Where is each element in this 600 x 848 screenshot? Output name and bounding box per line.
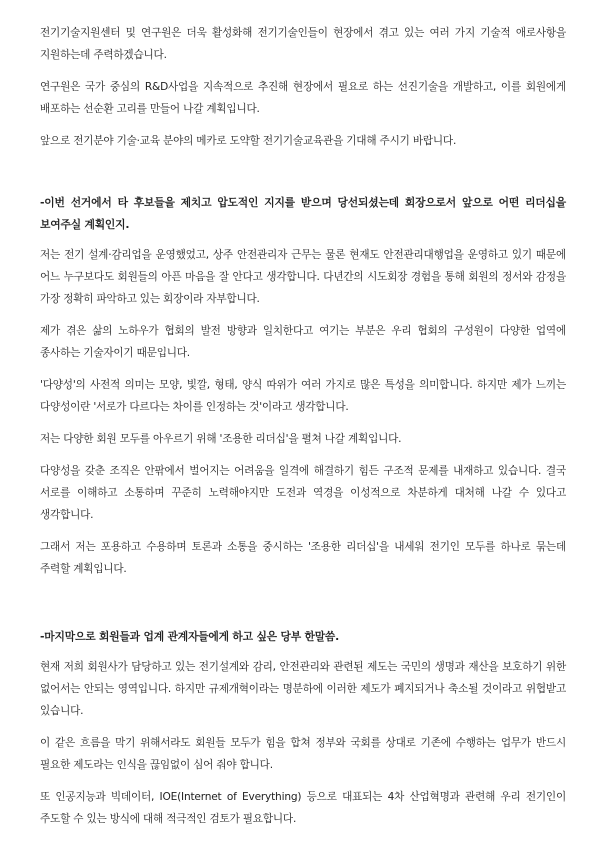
paragraph: 저는 전기 설계·감리업을 운영했었고, 상주 안전관리자 근무는 물론 현재도 안전관리대행업을 운영하고 있기 때문에 어느 누구보다도 회원들의 아픈 마음을 잘 안다고 생각합니다. 다년간의 시도회장 경험을 통해 회원의 정서와 감정을 가장 정확히 파악하고 있는 회장이라 자부합니다. [40, 249, 566, 305]
section-intro [40, 22, 566, 152]
paragraph: 앞으로 전기분야 기술·교육 분야의 메카로 도약할 전기기술교육관을 기대해 주시기 바랍니다. [40, 135, 457, 147]
paragraph: 제가 겪은 삶의 노하우가 협회의 발전 방향과 일치한다고 여기는 부분은 우리 협회의 구성원이 다양한 업역에 종사하는 기술자이기 때문입니다. [40, 325, 566, 359]
paragraph: '다양성'의 사전적 의미는 모양, 빛깔, 형태, 양식 따위가 여러 가지로 많은 특성을 의미합니다. 하지만 제가 느끼는 다양성이란 '서로가 다르다는 차이를 인정하는 것'이라고 생각합니다. [40, 379, 566, 413]
paragraph: 현재 저희 회원사가 담당하고 있는 전기설계와 감리, 안전관리와 관련된 제도는 국민의 생명과 재산을 보호하기 위한 없어서는 안되는 영역입니다. 하지만 규제개혁이라는 명분하에 이러한 제도가 폐지되거나 축소될 것이라고 위협받고 있습니다. [40, 661, 566, 717]
paragraph: 연구원은 국가 중심의 R&D사업을 지속적으로 추진해 현장에서 필요로 하는 선진기술을 개발하고, 이를 회원에게 배포하는 선순환 고리를 만들어 나갈 계획입니다. [40, 81, 566, 115]
paragraph: 저는 다양한 회원 모두를 아우르기 위해 '조용한 리더십'을 펼쳐 나갈 계획입니다. [40, 433, 402, 445]
paragraph: 그래서 저는 포용하고 수용하며 토론과 소통을 중시하는 '조용한 리더십'을 내세워 전기인 모두를 하나로 묶는데 주력할 계획입니다. [40, 541, 566, 575]
paragraph: 또 인공지능과 빅데이터, IOE(Internet of Everything) 등으로 대표되는 4차 산업혁명과 관련해 우리 전기인이 주도할 수 있는 방식에 대해 적극적인 검토가 필요합니다. [40, 791, 566, 825]
interview-question: -마지막으로 회원들과 업계 관계자들에게 하고 싶은 당부 한말씀. [40, 630, 340, 643]
section-leadership [40, 192, 566, 580]
section-spacer [40, 590, 566, 626]
interview-question: -이번 선거에서 타 후보들을 제치고 압도적인 지지를 받으며 당선되셨는데 회장으로서 앞으로 어떤 리더십을 보여주실 계획인지. [40, 196, 566, 231]
article-page [40, 22, 566, 840]
section-closing [40, 626, 566, 830]
section-spacer [40, 162, 566, 192]
paragraph: 다양성을 갖춘 조직은 안팎에서 벌어지는 어려움을 일격에 해결하기 힘든 구조적 문제를 내재하고 있습니다. 결국 서로를 이해하고 소통하며 꾸준히 노력해야지만 도전과 역경을 이성적으로 차분하게 대처해 나갈 수 있다고 생각합니다. [40, 465, 566, 521]
paragraph: 이 같은 흐름을 막기 위해서라도 회원들 모두가 힘을 합쳐 정부와 국회를 상대로 기존에 수행하는 업무가 반드시 필요한 제도라는 인식을 끊임없이 심어 줘야 합니다. [40, 737, 566, 771]
paragraph: 전기기술지원센터 및 연구원은 더욱 활성화해 전기기술인들이 현장에서 겪고 있는 여러 가지 기술적 애로사항을 지원하는데 주력하겠습니다. [40, 27, 566, 61]
